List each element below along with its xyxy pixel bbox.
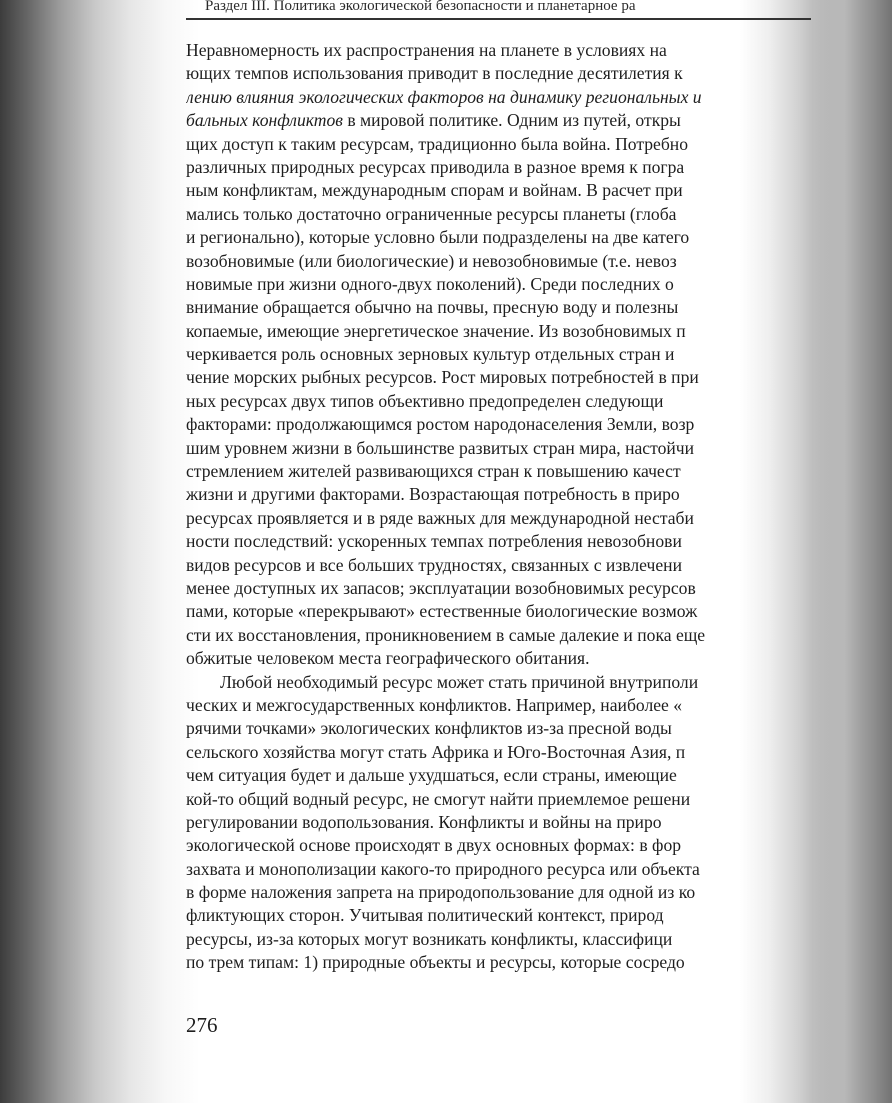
text-run: в мировой политике. Одним из путей, откры	[342, 110, 681, 131]
text-line	[186, 109, 826, 132]
text-line: рячими точками» экологических конфликтов из-за пресной воды	[186, 718, 672, 739]
text-line: различных природных ресурсах приводила в разное время к погра	[186, 156, 685, 177]
text-line: факторами: продолжающимся ростом народонаселения Земли, возр	[186, 414, 695, 435]
text-line: сти их восстановления, проникновением в самые далекие и пока еще	[186, 624, 706, 645]
text-line: ности последствий: ускоренных темпах потребления невозобнови	[186, 531, 682, 552]
text-line: ющих темпов использования приводит в последние десятилетия к	[186, 63, 683, 84]
text-line: ресурсы, из-за которых могут возникать конфликты, классифици	[186, 928, 673, 949]
text-line: внимание обращается обычно на почвы, пресную воду и полезны	[186, 297, 679, 318]
text-line: копаемые, имеющие энергетическое значение. Из возобновимых п	[186, 320, 686, 341]
text-line: ческих и межгосударственных конфликтов. Например, наиболее «	[186, 694, 683, 715]
text-line: возобновимые (или биологические) и невозобновимые (т.е. невоз	[186, 250, 677, 271]
body-text	[186, 39, 826, 975]
text-line: Любой необходимый ресурс может стать причиной внутриполи	[220, 671, 699, 692]
text-line: чем ситуация будет и дальше ухудшаться, если страны, имеющие	[186, 765, 677, 786]
text-line: чение морских рыбных ресурсов. Рост мировых потребностей в при	[186, 367, 699, 388]
text-line: и регионально), которые условно были подразделены на две катего	[186, 227, 690, 248]
text-line: захвата и монополизации какого-то природного ресурса или объекта	[186, 858, 700, 879]
text-line: жизни и другими факторами. Возрастающая потребность в приро	[186, 484, 680, 505]
text-line: лению влияния экологических факторов на динамику региональных и	[186, 86, 702, 107]
text-line: щих доступ к таким ресурсам, традиционно была война. Потребно	[186, 133, 689, 154]
text-line: стремлением жителей развивающихся стран к повышению качест	[186, 461, 681, 482]
text-line: ным конфликтам, международным спорам и войнам. В расчет при	[186, 180, 683, 201]
text-line: экологической основе происходят в двух основных формах: в фор	[186, 835, 682, 856]
text-line: по трем типам: 1) природные объекты и ресурсы, которые сосредо	[186, 952, 685, 973]
text-line: пами, которые «перекрывают» естественные биологические возмож	[186, 601, 698, 622]
text-line: кой-то общий водный ресурс, не смогут найти приемлемое решени	[186, 788, 691, 809]
text-line: менее доступных их запасов; эксплуатации возобновимых ресурсов	[186, 577, 696, 598]
header-rule	[186, 18, 811, 20]
text-line: в форме наложения запрета на природопользование для одной из ко	[186, 882, 696, 903]
text-line: видов ресурсов и все больших трудностях, связанных с извлечени	[186, 554, 683, 575]
text-line: черкивается роль основных зерновых культур отдельных стран и	[186, 344, 675, 365]
running-head: Раздел III. Политика экологической безопасности и планетарное ра	[205, 0, 636, 14]
page-number: 276	[186, 1013, 218, 1037]
italic-run: бальных конфликтов	[186, 110, 343, 131]
text-line: обжитые человеком места географического обитания.	[186, 648, 590, 669]
text-line: регулировании водопользования. Конфликты и войны на приро	[186, 811, 662, 832]
text-line: сельского хозяйства могут стать Африка и Юго-Восточная Азия, п	[186, 741, 686, 762]
text-line: шим уровнем жизни в большинстве развитых стран мира, настойчи	[186, 437, 695, 458]
text-line: ных ресурсах двух типов объективно предопределен следующи	[186, 390, 664, 411]
text-line: мались только достаточно ограниченные ресурсы планеты (глоба	[186, 203, 677, 224]
text-line: ресурсах проявляется и в ряде важных для международной нестаби	[186, 507, 694, 528]
text-line: фликтующих сторон. Учитывая политический контекст, природ	[186, 905, 664, 926]
text-line: новимые при жизни одного-двух поколений). Среди последних о	[186, 273, 674, 294]
text-line: Неравномерность их распространения на планете в условиях на	[186, 40, 667, 60]
